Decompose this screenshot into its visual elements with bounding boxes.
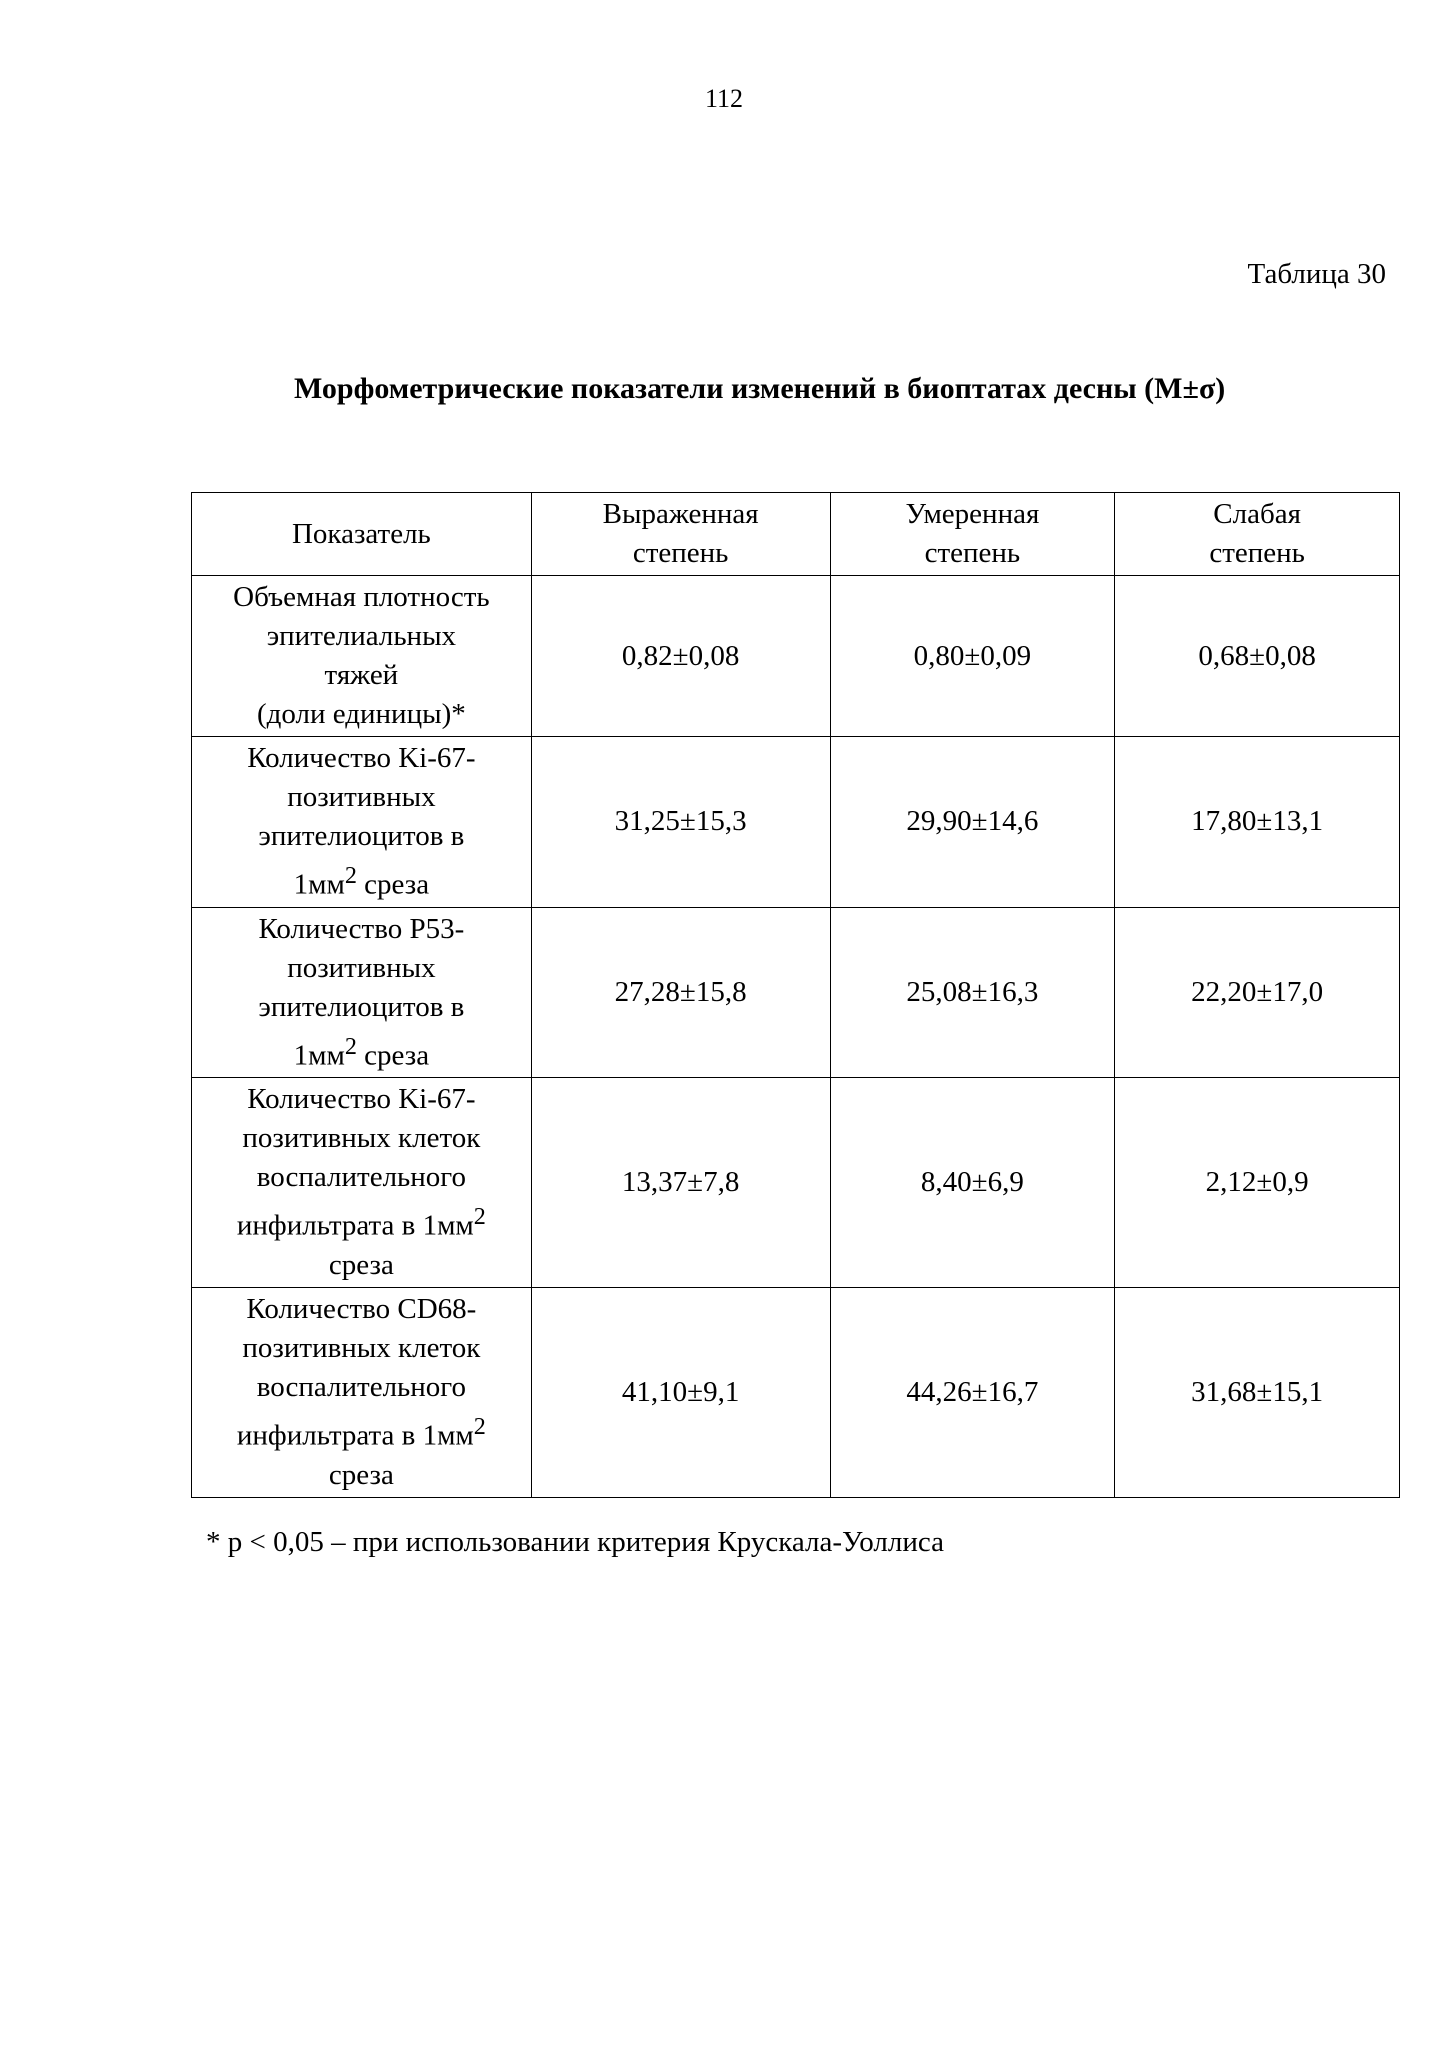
value-moderate: 29,90±14,6 (830, 737, 1115, 908)
parameter-line: 1мм (293, 868, 345, 901)
parameter-line: воспалительного (256, 1370, 466, 1403)
parameter-line: Количество Ki-67- (247, 742, 476, 774)
value-mild: 22,20±17,0 (1115, 907, 1400, 1078)
row-parameter: Объемная плотность эпителиальных тяжей (доли единицы)* (192, 576, 532, 737)
parameter-line: инфильтрата в 1мм (236, 1209, 474, 1242)
value-severe: 31,25±15,3 (531, 737, 830, 908)
value-severe: 27,28±15,8 (531, 907, 830, 1078)
header-moderate: Умеренная степень (830, 493, 1115, 576)
value-mild: 17,80±13,1 (1115, 737, 1400, 908)
header-parameter: Показатель (192, 493, 532, 576)
table-header-row (192, 493, 1400, 576)
parameter-line: позитивных (287, 951, 436, 984)
parameter-line: эпителиоцитов в (258, 820, 465, 852)
value-severe: 0,82±0,08 (531, 576, 830, 737)
row-parameter (192, 737, 532, 908)
page-number: 112 (704, 84, 744, 113)
table-label: Таблица 30 (1247, 258, 1386, 290)
parameter-line: среза (328, 1458, 394, 1491)
table-row (192, 1078, 1400, 1288)
value-moderate: 44,26±16,7 (830, 1287, 1115, 1497)
parameter-line: Количество CD68- (246, 1292, 477, 1325)
parameter-line: позитивных (287, 781, 436, 813)
row-parameter (192, 1287, 532, 1497)
table-row (192, 737, 1400, 908)
parameter-line: среза (356, 868, 430, 901)
parameter-line: эпителиоцитов в (258, 990, 465, 1023)
value-moderate: 25,08±16,3 (830, 907, 1115, 1078)
parameter-line: среза (328, 1248, 394, 1281)
superscript: 2 (473, 1203, 486, 1231)
table-row (192, 907, 1400, 1078)
value-severe: 41,10±9,1 (531, 1287, 830, 1497)
parameter-line: среза (356, 1039, 430, 1072)
parameter-line: Количество Ki-67- (247, 1083, 476, 1116)
footnote: * р < 0,05 – при использовании критерия Крускала-Уоллиса (206, 1526, 944, 1558)
table-title: Морфометрические показатели изменений в биоптатах десны (М±σ) (294, 372, 1226, 405)
table-row (192, 576, 1400, 737)
row-parameter (192, 907, 532, 1078)
table-row (192, 1287, 1400, 1497)
header-mild: Слабая степень (1115, 493, 1400, 576)
parameter-line: позитивных клеток (242, 1331, 481, 1364)
parameter-line: воспалительного (256, 1161, 466, 1194)
value-mild: 2,12±0,9 (1115, 1078, 1400, 1288)
parameter-line: 1мм (293, 1039, 345, 1072)
value-mild: 0,68±0,08 (1115, 576, 1400, 737)
superscript: 2 (344, 862, 357, 889)
superscript: 2 (344, 1032, 357, 1060)
row-parameter (192, 1078, 532, 1288)
superscript: 2 (473, 1412, 486, 1440)
parameter-line: инфильтрата в 1мм (236, 1419, 474, 1452)
parameter-line: позитивных клеток (242, 1122, 481, 1155)
value-moderate: 8,40±6,9 (830, 1078, 1115, 1288)
value-moderate: 0,80±0,09 (830, 576, 1115, 737)
header-severe: Выраженная степень (531, 493, 830, 576)
value-mild: 31,68±15,1 (1115, 1287, 1400, 1497)
value-severe: 13,37±7,8 (531, 1078, 830, 1288)
morphometry-table (191, 492, 1400, 1498)
parameter-line: Количество Р53- (258, 912, 465, 945)
